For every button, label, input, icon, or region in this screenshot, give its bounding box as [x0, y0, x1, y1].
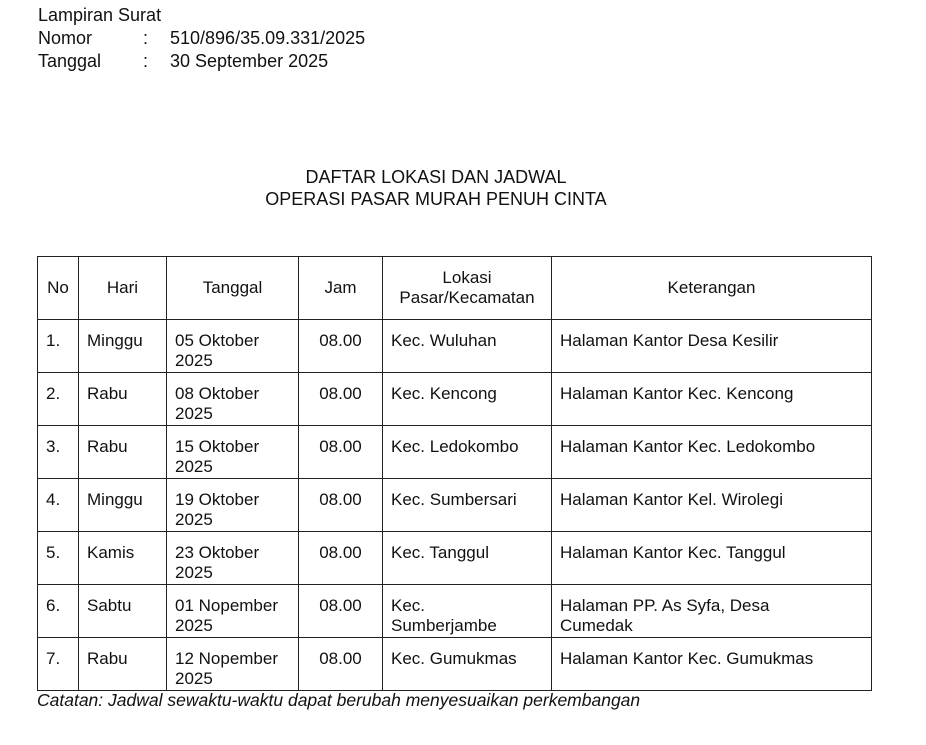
cell-jam-line1: 08.00 — [319, 384, 362, 403]
cell-jam-line1: 08.00 — [319, 649, 362, 668]
cell-no-line1: 3. — [46, 437, 61, 456]
cell-no-line1: 4. — [46, 490, 61, 509]
cell-hari-line1: Minggu — [87, 490, 143, 509]
cell-hari — [79, 532, 167, 585]
cell-no — [38, 373, 79, 426]
cell-no-line1: 2. — [46, 384, 61, 403]
header-jam: Jam — [299, 257, 383, 320]
cell-keterangan — [552, 585, 872, 638]
cell-lokasi — [383, 479, 552, 532]
cell-keterangan-line1: Halaman PP. As Syfa, Desa — [560, 596, 770, 615]
cell-hari — [79, 426, 167, 479]
cell-tanggal — [167, 426, 299, 479]
cell-hari — [79, 638, 167, 691]
cell-tanggal-line2: 2025 — [175, 457, 213, 476]
cell-no — [38, 585, 79, 638]
cell-jam-line1: 08.00 — [319, 437, 362, 456]
cell-tanggal-line2: 2025 — [175, 669, 213, 688]
cell-keterangan-line2: Cumedak — [560, 616, 633, 635]
cell-hari-line1: Rabu — [87, 437, 128, 456]
header-hari: Hari — [79, 257, 167, 320]
cell-tanggal-line1: 08 Oktober — [175, 384, 260, 403]
nomor-row — [38, 27, 365, 50]
footnote: Catatan: Jadwal sewaktu-waktu dapat berubah menyesuaikan perkembangan — [37, 690, 641, 710]
header-tanggal: Tanggal — [167, 257, 299, 320]
cell-tanggal-line1: 19 Oktober — [175, 490, 260, 509]
attachment-title-row — [38, 4, 365, 27]
header-no: No — [38, 257, 79, 320]
cell-jam-line1: 08.00 — [319, 596, 362, 615]
cell-tanggal-line2: 2025 — [175, 616, 213, 635]
cell-jam — [299, 426, 383, 479]
cell-tanggal-line2: 2025 — [175, 351, 213, 370]
cell-no-line1: 1. — [46, 331, 61, 350]
cell-keterangan — [552, 638, 872, 691]
cell-jam — [299, 532, 383, 585]
cell-hari-line1: Kamis — [87, 543, 135, 562]
cell-jam — [299, 585, 383, 638]
cell-tanggal-line2: 2025 — [175, 510, 213, 529]
cell-lokasi-line1: Kec. Sumbersari — [391, 490, 517, 509]
cell-tanggal-line1: 12 Nopember — [175, 649, 279, 668]
cell-lokasi — [383, 638, 552, 691]
document-title — [0, 166, 872, 210]
cell-jam-line1: 08.00 — [319, 490, 362, 509]
schedule-table — [37, 256, 872, 691]
cell-lokasi-line1: Kec. Tanggul — [391, 543, 489, 562]
cell-hari-line1: Minggu — [87, 331, 143, 350]
cell-hari-line1: Rabu — [87, 649, 128, 668]
cell-lokasi — [383, 320, 552, 373]
table-row — [38, 373, 872, 426]
cell-jam — [299, 479, 383, 532]
cell-tanggal-line1: 23 Oktober — [175, 543, 260, 562]
cell-hari — [79, 320, 167, 373]
nomor-label: Nomor — [38, 28, 93, 48]
tanggal-row — [38, 50, 365, 73]
cell-keterangan-line1: Halaman Kantor Kec. Ledokombo — [560, 437, 816, 456]
cell-keterangan — [552, 426, 872, 479]
cell-keterangan-line1: Halaman Kantor Kec. Kencong — [560, 384, 794, 403]
cell-hari-line1: Rabu — [87, 384, 128, 403]
cell-jam-line1: 08.00 — [319, 543, 362, 562]
cell-tanggal-line1: 05 Oktober — [175, 331, 260, 350]
cell-no — [38, 532, 79, 585]
table-row — [38, 479, 872, 532]
cell-keterangan-line1: Halaman Kantor Kel. Wirolegi — [560, 490, 783, 509]
cell-keterangan — [552, 532, 872, 585]
cell-lokasi-line1: Kec. Gumukmas — [391, 649, 517, 668]
cell-lokasi-line1: Kec. Ledokombo — [391, 437, 519, 456]
table-header-row — [38, 257, 872, 320]
nomor-value: 510/896/35.09.331/2025 — [170, 28, 366, 48]
tanggal-colon: : — [143, 51, 149, 71]
cell-keterangan — [552, 479, 872, 532]
table-row — [38, 426, 872, 479]
cell-tanggal — [167, 320, 299, 373]
cell-keterangan — [552, 320, 872, 373]
cell-no — [38, 426, 79, 479]
letter-header — [38, 4, 365, 73]
cell-no-line1: 5. — [46, 543, 61, 562]
cell-tanggal — [167, 638, 299, 691]
table-row — [38, 532, 872, 585]
attachment-title: Lampiran Surat — [38, 5, 162, 25]
cell-lokasi — [383, 373, 552, 426]
cell-hari — [79, 479, 167, 532]
cell-jam — [299, 320, 383, 373]
header-keterangan: Keterangan — [552, 257, 872, 320]
table-row — [38, 320, 872, 373]
cell-tanggal — [167, 585, 299, 638]
cell-tanggal — [167, 479, 299, 532]
cell-lokasi — [383, 585, 552, 638]
tanggal-value: 30 September 2025 — [170, 51, 329, 71]
cell-hari — [79, 373, 167, 426]
cell-hari-line1: Sabtu — [87, 596, 132, 615]
cell-keterangan-line1: Halaman Kantor Kec. Tanggul — [560, 543, 786, 562]
cell-keterangan-line1: Halaman Kantor Desa Kesilir — [560, 331, 779, 350]
cell-lokasi — [383, 532, 552, 585]
cell-no-line1: 7. — [46, 649, 61, 668]
table-row — [38, 585, 872, 638]
cell-tanggal — [167, 373, 299, 426]
cell-no — [38, 320, 79, 373]
cell-lokasi — [383, 426, 552, 479]
cell-jam — [299, 373, 383, 426]
cell-keterangan — [552, 373, 872, 426]
cell-no — [38, 479, 79, 532]
document-title-line1: DAFTAR LOKASI DAN JADWAL — [305, 167, 567, 187]
tanggal-label: Tanggal — [38, 51, 102, 71]
document-title-line2: OPERASI PASAR MURAH PENUH CINTA — [265, 189, 607, 209]
cell-tanggal — [167, 532, 299, 585]
table-row — [38, 638, 872, 691]
header-lokasi — [383, 257, 552, 320]
cell-keterangan-line1: Halaman Kantor Kec. Gumukmas — [560, 649, 814, 668]
cell-lokasi-line1: Kec. Kencong — [391, 384, 497, 403]
cell-tanggal-line1: 01 Nopember — [175, 596, 279, 615]
cell-jam-line1: 08.00 — [319, 331, 362, 350]
nomor-colon: : — [143, 28, 149, 48]
cell-jam — [299, 638, 383, 691]
cell-no-line1: 6. — [46, 596, 61, 615]
cell-tanggal-line1: 15 Oktober — [175, 437, 260, 456]
cell-hari — [79, 585, 167, 638]
cell-lokasi-line1: Kec. Wuluhan — [391, 331, 497, 350]
cell-no — [38, 638, 79, 691]
header-lokasi-line2: Pasar/Kecamatan — [399, 288, 535, 307]
cell-tanggal-line2: 2025 — [175, 404, 213, 423]
cell-lokasi-line1: Kec. — [391, 596, 426, 615]
header-lokasi-line1: Lokasi — [442, 268, 492, 287]
cell-tanggal-line2: 2025 — [175, 563, 213, 582]
cell-lokasi-line2: Sumberjambe — [391, 616, 497, 635]
